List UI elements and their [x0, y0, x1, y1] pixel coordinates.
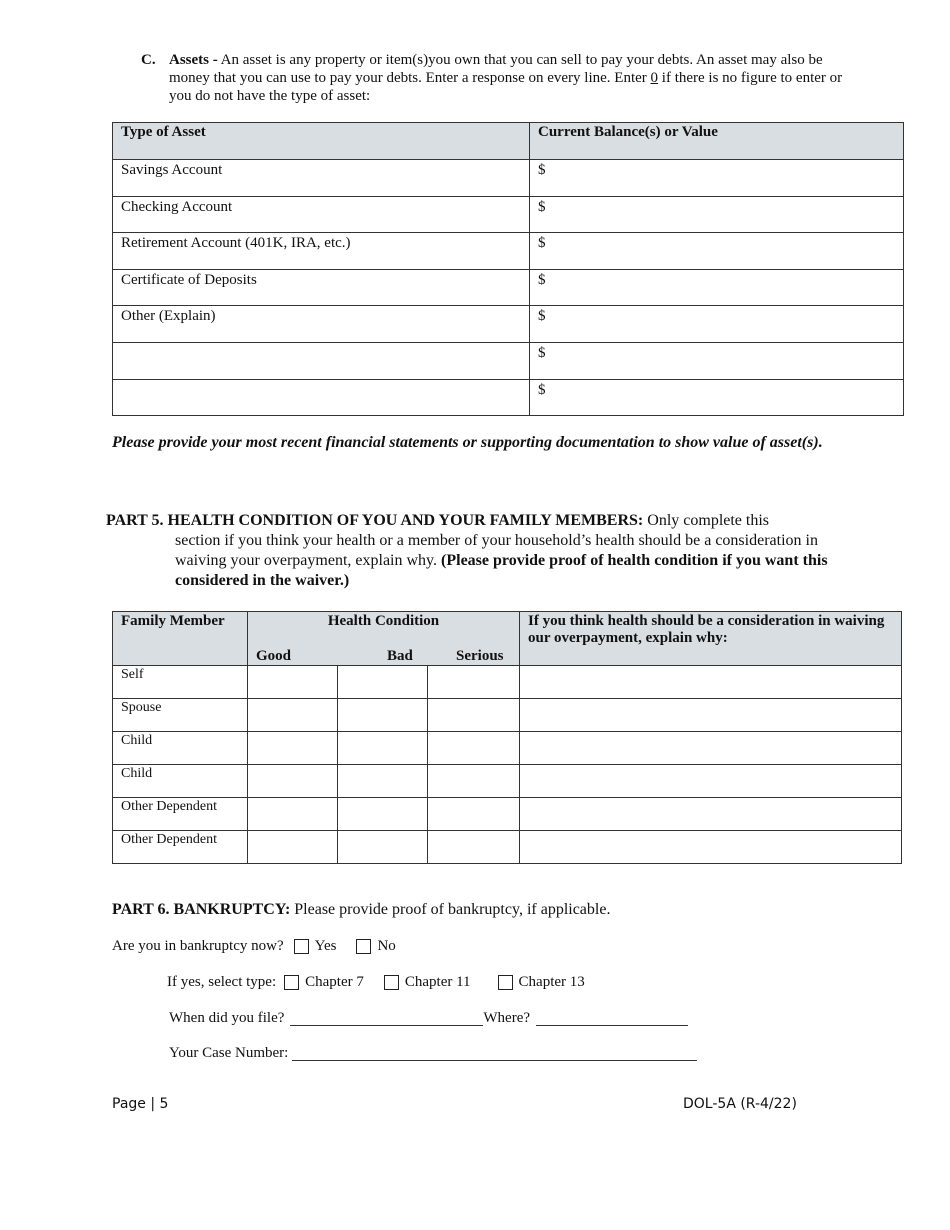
assets-zero: 0 [650, 70, 659, 86]
bad-field[interactable] [338, 765, 428, 798]
table-row [113, 732, 902, 765]
asset-value-field[interactable]: $ [530, 196, 904, 233]
part5-proof-note: (Please provide proof of health condition if you want this considered in the waiver.) [175, 552, 828, 589]
table-row [113, 379, 904, 416]
health-condition-label: Health Condition [327, 613, 440, 629]
header-health-condition [248, 612, 520, 666]
bankruptcy-yes-option[interactable] [294, 938, 337, 955]
yes-checkbox[interactable] [294, 939, 309, 954]
header-type-of-asset: Type of Asset [113, 123, 530, 160]
no-label: No [377, 938, 396, 954]
chapter11-option[interactable] [384, 974, 471, 991]
part6-heading-line [112, 901, 610, 919]
bankruptcy-type-row [167, 974, 585, 991]
chapter7-option[interactable] [284, 974, 364, 991]
asset-value-field[interactable]: $ [530, 306, 904, 343]
explain-field[interactable] [520, 666, 902, 699]
bankruptcy-no-option[interactable] [356, 938, 395, 955]
family-member-cell: Other Dependent [113, 831, 248, 864]
part6-heading: PART 6. BANKRUPTCY: [112, 901, 291, 918]
asset-value-field[interactable]: $ [530, 269, 904, 306]
part5-heading: PART 5. HEALTH CONDITION OF YOU AND YOUR FAMILY MEMBERS: [106, 512, 644, 529]
serious-field[interactable] [428, 798, 520, 831]
family-member-cell: Child [113, 765, 248, 798]
good-field[interactable] [248, 732, 338, 765]
table-row [113, 306, 904, 343]
family-member-cell: Other Dependent [113, 798, 248, 831]
case-number-row [169, 1045, 697, 1062]
assets-text-2: if there is no figure to enter or you do not have the type of asset: [169, 70, 843, 104]
serious-field[interactable] [428, 666, 520, 699]
where-label: Where? [483, 1010, 531, 1026]
serious-field[interactable] [428, 699, 520, 732]
health-subheaders [248, 648, 519, 665]
chapter7-checkbox[interactable] [284, 975, 299, 990]
page-number: Page | 5 [112, 1096, 169, 1112]
good-field[interactable] [248, 798, 338, 831]
assets-header-row [113, 123, 904, 160]
file-date-row [169, 1010, 688, 1027]
part5-text-first: Only complete this [643, 512, 770, 529]
subheader-bad: Bad [387, 648, 413, 664]
asset-value-field[interactable]: $ [530, 233, 904, 270]
yes-label: Yes [314, 938, 337, 954]
bad-field[interactable] [338, 699, 428, 732]
table-row [113, 798, 902, 831]
assets-instructions [141, 51, 851, 105]
no-checkbox[interactable] [356, 939, 371, 954]
form-number: DOL-5A (R-4/22) [683, 1096, 797, 1112]
table-row [113, 765, 902, 798]
chapter13-label: Chapter 13 [518, 974, 585, 990]
part6-text: Please provide proof of bankruptcy, if applicable. [290, 901, 611, 918]
good-field[interactable] [248, 699, 338, 732]
good-field[interactable] [248, 831, 338, 864]
explain-field[interactable] [520, 699, 902, 732]
explain-field[interactable] [520, 765, 902, 798]
where-field[interactable] [536, 1011, 688, 1026]
section-letter: C. [141, 52, 156, 68]
assets-text-1: An asset is any property or item(s)you own that you can sell to pay your debts. An asset may also be money that you can use to pay your debts. Enter a response on every line. Enter [169, 52, 823, 86]
table-row [113, 196, 904, 233]
good-field[interactable] [248, 765, 338, 798]
file-date-label: When did you file? [169, 1010, 285, 1026]
case-number-field[interactable] [292, 1046, 697, 1061]
asset-type-cell: Certificate of Deposits [113, 269, 530, 306]
bankruptcy-question: Are you in bankruptcy now? [112, 938, 284, 954]
header-current-balance: Current Balance(s) or Value [530, 123, 904, 160]
bad-field[interactable] [338, 732, 428, 765]
health-condition-table [112, 611, 902, 864]
serious-field[interactable] [428, 831, 520, 864]
assets-documentation-note: Please provide your most recent financial statements or supporting documentation to show value of asset(s). [112, 434, 823, 451]
health-header-row [113, 612, 902, 666]
case-number-label: Your Case Number: [169, 1045, 289, 1061]
chapter11-checkbox[interactable] [384, 975, 399, 990]
subheader-serious: Serious [456, 648, 504, 664]
serious-field[interactable] [428, 765, 520, 798]
asset-type-field[interactable] [113, 379, 530, 416]
family-member-cell: Spouse [113, 699, 248, 732]
chapter7-label: Chapter 7 [305, 974, 364, 990]
assets-table [112, 122, 904, 416]
table-row [113, 160, 904, 197]
table-row [113, 666, 902, 699]
bad-field[interactable] [338, 798, 428, 831]
bad-field[interactable] [338, 666, 428, 699]
explain-field[interactable] [520, 831, 902, 864]
table-row [113, 699, 902, 732]
chapter11-label: Chapter 11 [404, 974, 471, 990]
asset-value-field[interactable]: $ [530, 342, 904, 379]
serious-field[interactable] [428, 732, 520, 765]
family-member-cell: Self [113, 666, 248, 699]
chapter13-checkbox[interactable] [498, 975, 513, 990]
type-label: If yes, select type: [167, 974, 277, 990]
table-row [113, 269, 904, 306]
asset-type-cell: Retirement Account (401K, IRA, etc.) [113, 233, 530, 270]
file-date-field[interactable] [290, 1011, 483, 1026]
family-member-cell: Child [113, 732, 248, 765]
asset-type-cell: Savings Account [113, 160, 530, 197]
subheader-good: Good [256, 648, 292, 664]
bad-field[interactable] [338, 831, 428, 864]
asset-type-cell: Other (Explain) [113, 306, 530, 343]
chapter13-option[interactable] [498, 974, 585, 991]
explain-field[interactable] [520, 798, 902, 831]
asset-type-field[interactable] [113, 342, 530, 379]
good-field[interactable] [248, 666, 338, 699]
part5-text-rest: section if you think your health or a member of your household’s health should be a consideration in waiving your overpayment, explain why. [175, 532, 818, 569]
bankruptcy-question-row [112, 938, 396, 955]
asset-value-field[interactable]: $ [530, 160, 904, 197]
header-family-member: Family Member [113, 612, 248, 666]
asset-value-field[interactable]: $ [530, 379, 904, 416]
table-row [113, 233, 904, 270]
header-explain: If you think health should be a consideration in waiving our overpayment, explain why: [520, 612, 902, 666]
explain-field[interactable] [520, 732, 902, 765]
assets-title: Assets - [169, 52, 218, 68]
table-row [113, 342, 904, 379]
part5-instructions [106, 511, 846, 591]
asset-type-cell: Checking Account [113, 196, 530, 233]
table-row [113, 831, 902, 864]
